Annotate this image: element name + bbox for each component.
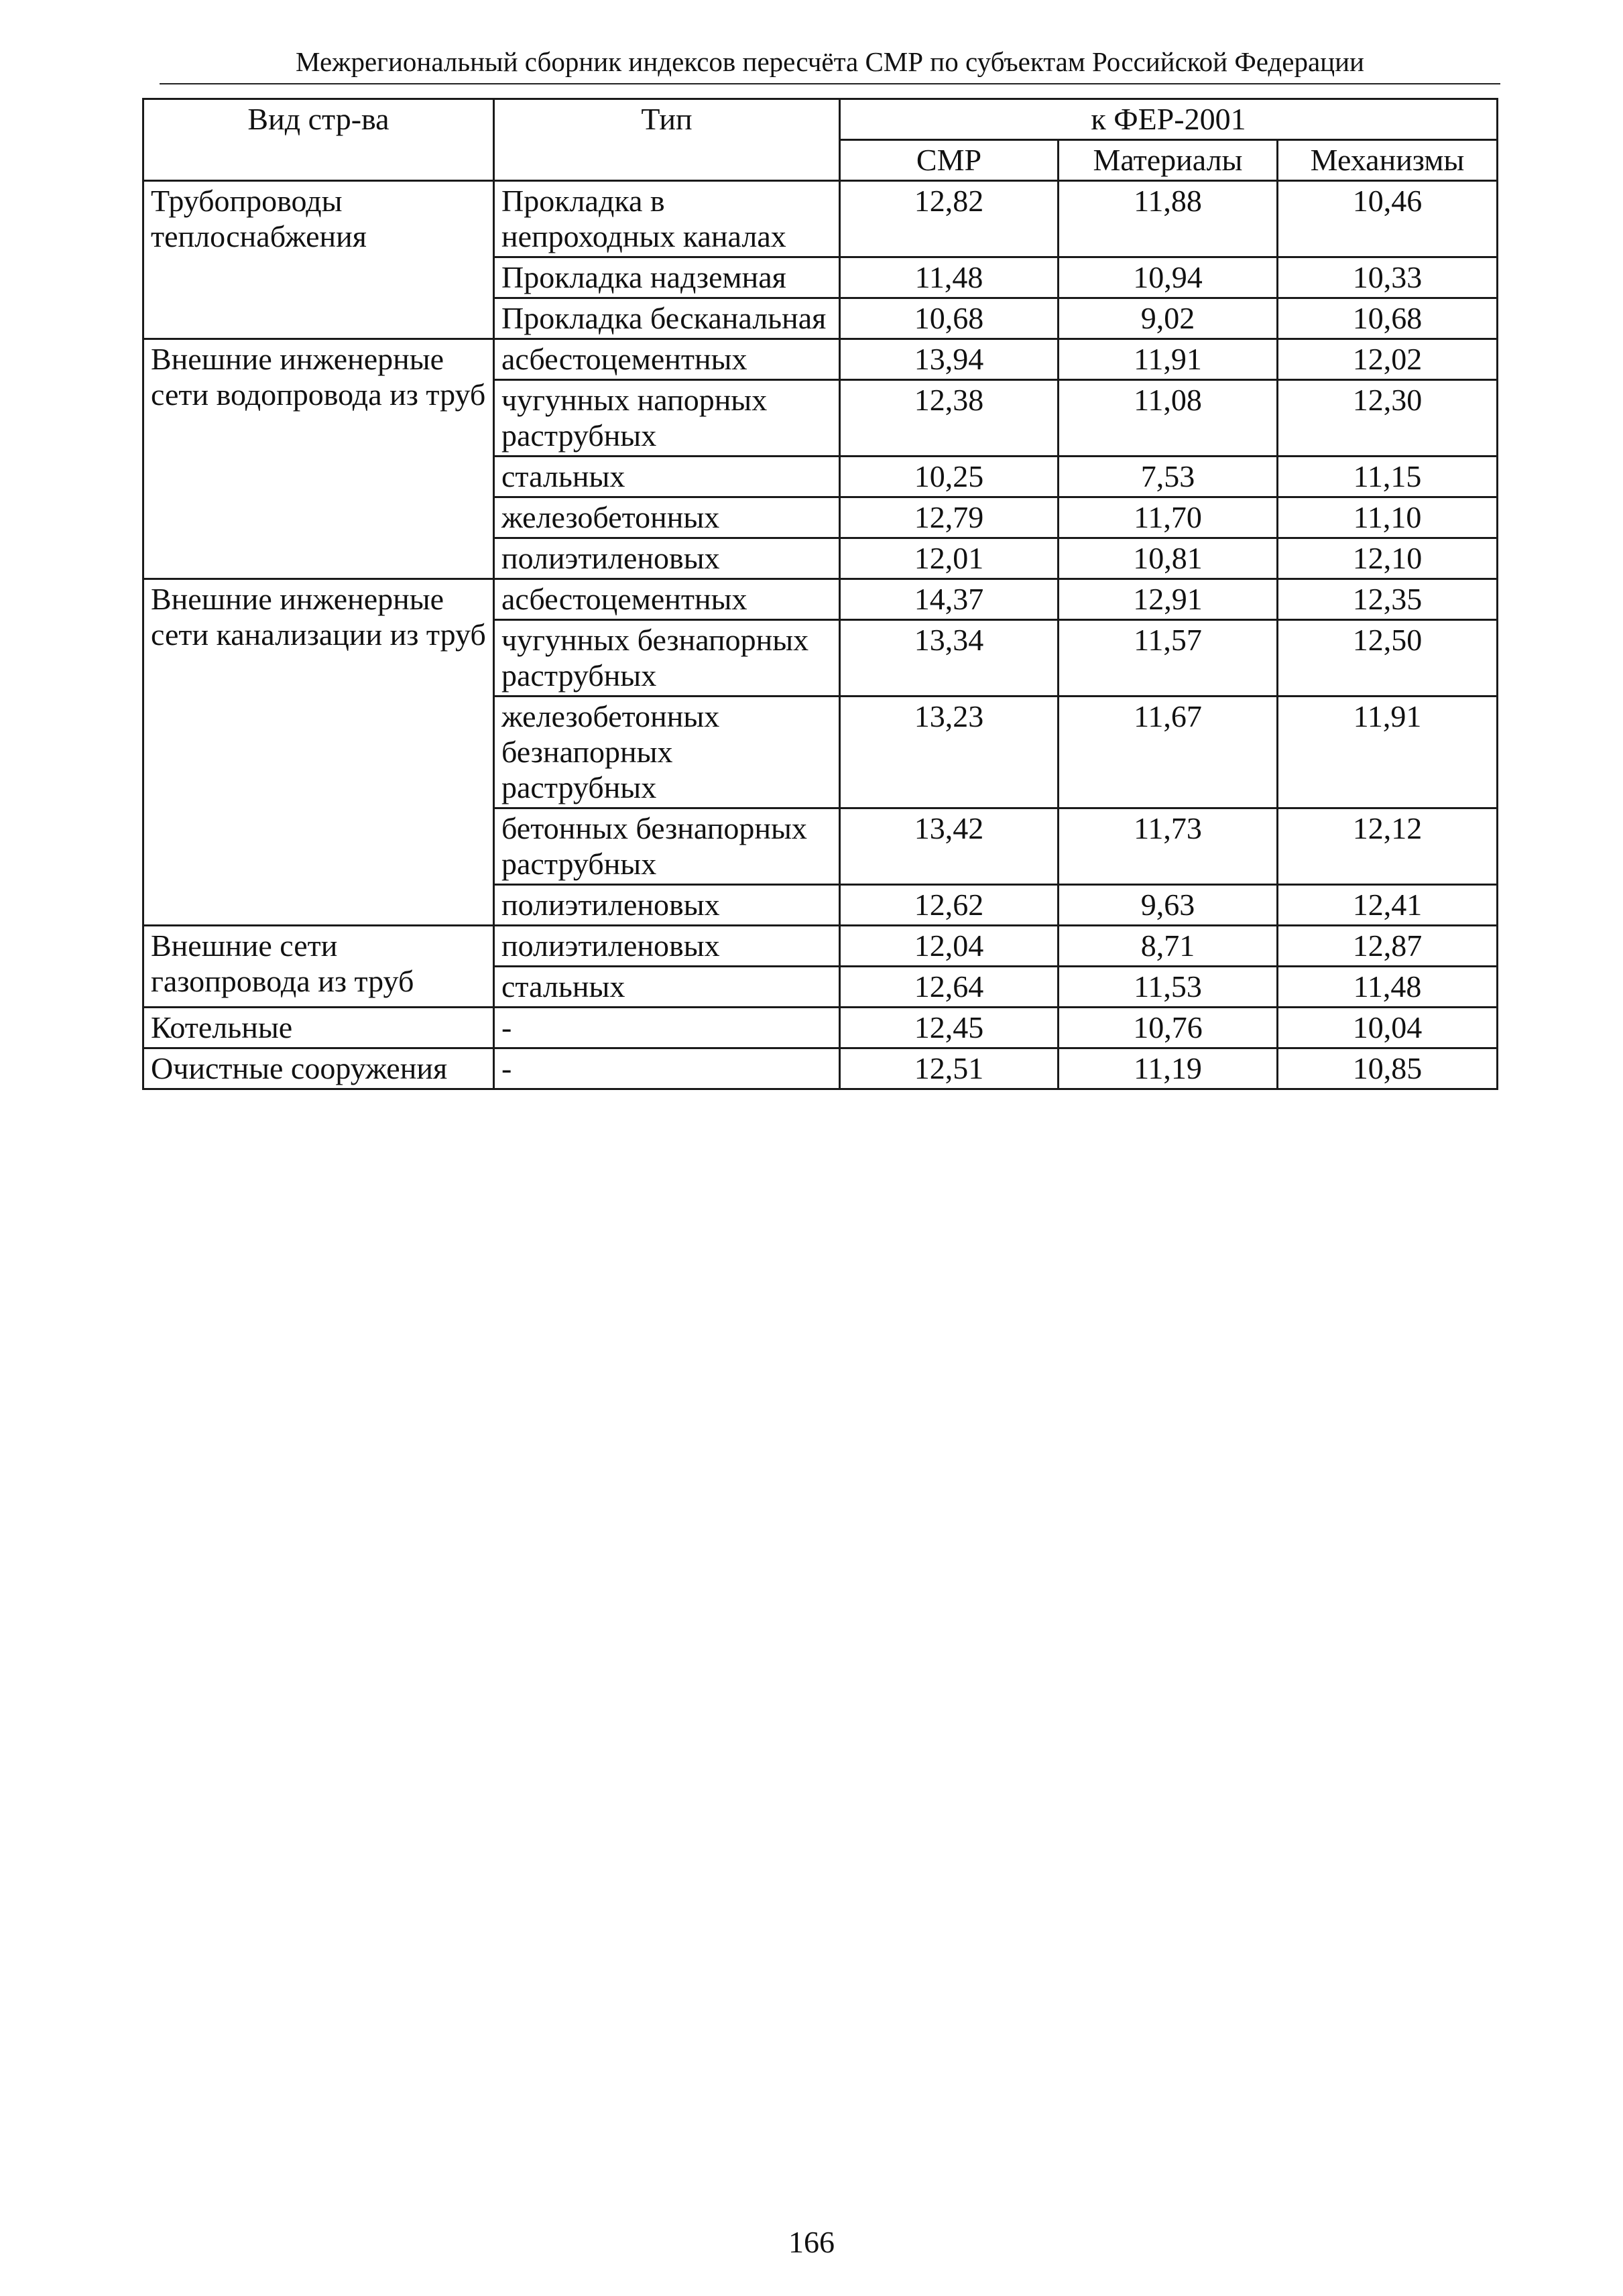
header-type: Тип	[494, 99, 840, 181]
row-type: стальных	[494, 967, 840, 1008]
row-type: чугунных безнапорных раструбных	[494, 620, 840, 697]
row-smr: 12,38	[840, 380, 1059, 457]
header-kind: Вид стр-ва	[143, 99, 494, 181]
header-rule	[160, 83, 1500, 84]
table-row	[143, 1048, 1498, 1089]
row-machines: 12,35	[1278, 579, 1498, 620]
row-materials: 11,19	[1059, 1048, 1278, 1089]
row-type: железобетонных	[494, 497, 840, 538]
table-row	[143, 339, 1498, 380]
row-smr: 12,79	[840, 497, 1059, 538]
row-smr: 13,23	[840, 697, 1059, 808]
row-smr: 11,48	[840, 257, 1059, 298]
row-type: полиэтиленовых	[494, 538, 840, 579]
row-type: полиэтиленовых	[494, 926, 840, 967]
row-smr: 12,45	[840, 1008, 1059, 1048]
row-materials: 10,94	[1059, 257, 1278, 298]
row-machines: 11,10	[1278, 497, 1498, 538]
row-machines: 10,46	[1278, 181, 1498, 257]
table-header-row	[143, 99, 1498, 140]
row-type: бетонных безнапорных раструбных	[494, 808, 840, 885]
row-machines: 11,15	[1278, 457, 1498, 497]
row-machines: 10,68	[1278, 298, 1498, 339]
group-kind: Трубопроводы теплоснабжения	[143, 181, 494, 339]
running-header: Межрегиональный сборник индексов пересчёта СМР по субъектам Российской Федерации	[296, 46, 1364, 77]
row-materials: 11,57	[1059, 620, 1278, 697]
row-machines: 10,33	[1278, 257, 1498, 298]
row-machines: 12,41	[1278, 885, 1498, 926]
header-machines: Механизмы	[1278, 140, 1498, 181]
row-type: Прокладка надземная	[494, 257, 840, 298]
row-smr: 12,51	[840, 1048, 1059, 1089]
row-smr: 10,25	[840, 457, 1059, 497]
row-smr: 10,68	[840, 298, 1059, 339]
table-row	[143, 1008, 1498, 1048]
row-machines: 11,48	[1278, 967, 1498, 1008]
row-materials: 8,71	[1059, 926, 1278, 967]
row-materials: 11,70	[1059, 497, 1278, 538]
row-smr: 13,42	[840, 808, 1059, 885]
row-materials: 11,88	[1059, 181, 1278, 257]
row-materials: 11,73	[1059, 808, 1278, 885]
header-materials: Материалы	[1059, 140, 1278, 181]
row-machines: 12,30	[1278, 380, 1498, 457]
table-row	[143, 181, 1498, 257]
row-machines: 11,91	[1278, 697, 1498, 808]
group-kind: Внешние инженерные сети водопровода из труб	[143, 339, 494, 579]
row-smr: 12,82	[840, 181, 1059, 257]
table-row	[143, 579, 1498, 620]
row-smr: 12,64	[840, 967, 1059, 1008]
row-type: -	[494, 1048, 840, 1089]
row-machines: 12,02	[1278, 339, 1498, 380]
row-materials: 11,53	[1059, 967, 1278, 1008]
row-materials: 11,91	[1059, 339, 1278, 380]
row-type: стальных	[494, 457, 840, 497]
row-smr: 12,04	[840, 926, 1059, 967]
row-type: Прокладка бесканальная	[494, 298, 840, 339]
row-materials: 10,76	[1059, 1008, 1278, 1048]
row-materials: 11,67	[1059, 697, 1278, 808]
row-machines: 12,50	[1278, 620, 1498, 697]
row-smr: 13,94	[840, 339, 1059, 380]
row-type: асбестоцементных	[494, 339, 840, 380]
row-type: железобетонных безнапорных раструбных	[494, 697, 840, 808]
header-group-fer: к ФЕР-2001	[840, 99, 1498, 140]
group-kind: Очистные сооружения	[143, 1048, 494, 1089]
group-kind: Внешние инженерные сети канализации из труб	[143, 579, 494, 926]
row-machines: 12,12	[1278, 808, 1498, 885]
row-smr: 12,01	[840, 538, 1059, 579]
row-type: чугунных напорных раструбных	[494, 380, 840, 457]
row-type: полиэтиленовых	[494, 885, 840, 926]
row-smr: 13,34	[840, 620, 1059, 697]
row-smr: 12,62	[840, 885, 1059, 926]
row-materials: 10,81	[1059, 538, 1278, 579]
row-smr: 14,37	[840, 579, 1059, 620]
row-materials: 7,53	[1059, 457, 1278, 497]
row-machines: 10,04	[1278, 1008, 1498, 1048]
row-machines: 12,87	[1278, 926, 1498, 967]
header-smr: СМР	[840, 140, 1059, 181]
row-machines: 12,10	[1278, 538, 1498, 579]
table-row	[143, 926, 1498, 967]
row-machines: 10,85	[1278, 1048, 1498, 1089]
row-type: Прокладка в непроходных каналах	[494, 181, 840, 257]
group-kind: Внешние сети газопровода из труб	[143, 926, 494, 1008]
row-materials: 9,02	[1059, 298, 1278, 339]
row-type: -	[494, 1008, 840, 1048]
group-kind: Котельные	[143, 1008, 494, 1048]
page-number: 166	[788, 2225, 835, 2259]
row-materials: 11,08	[1059, 380, 1278, 457]
index-table	[142, 98, 1498, 1090]
row-type: асбестоцементных	[494, 579, 840, 620]
row-materials: 12,91	[1059, 579, 1278, 620]
row-materials: 9,63	[1059, 885, 1278, 926]
